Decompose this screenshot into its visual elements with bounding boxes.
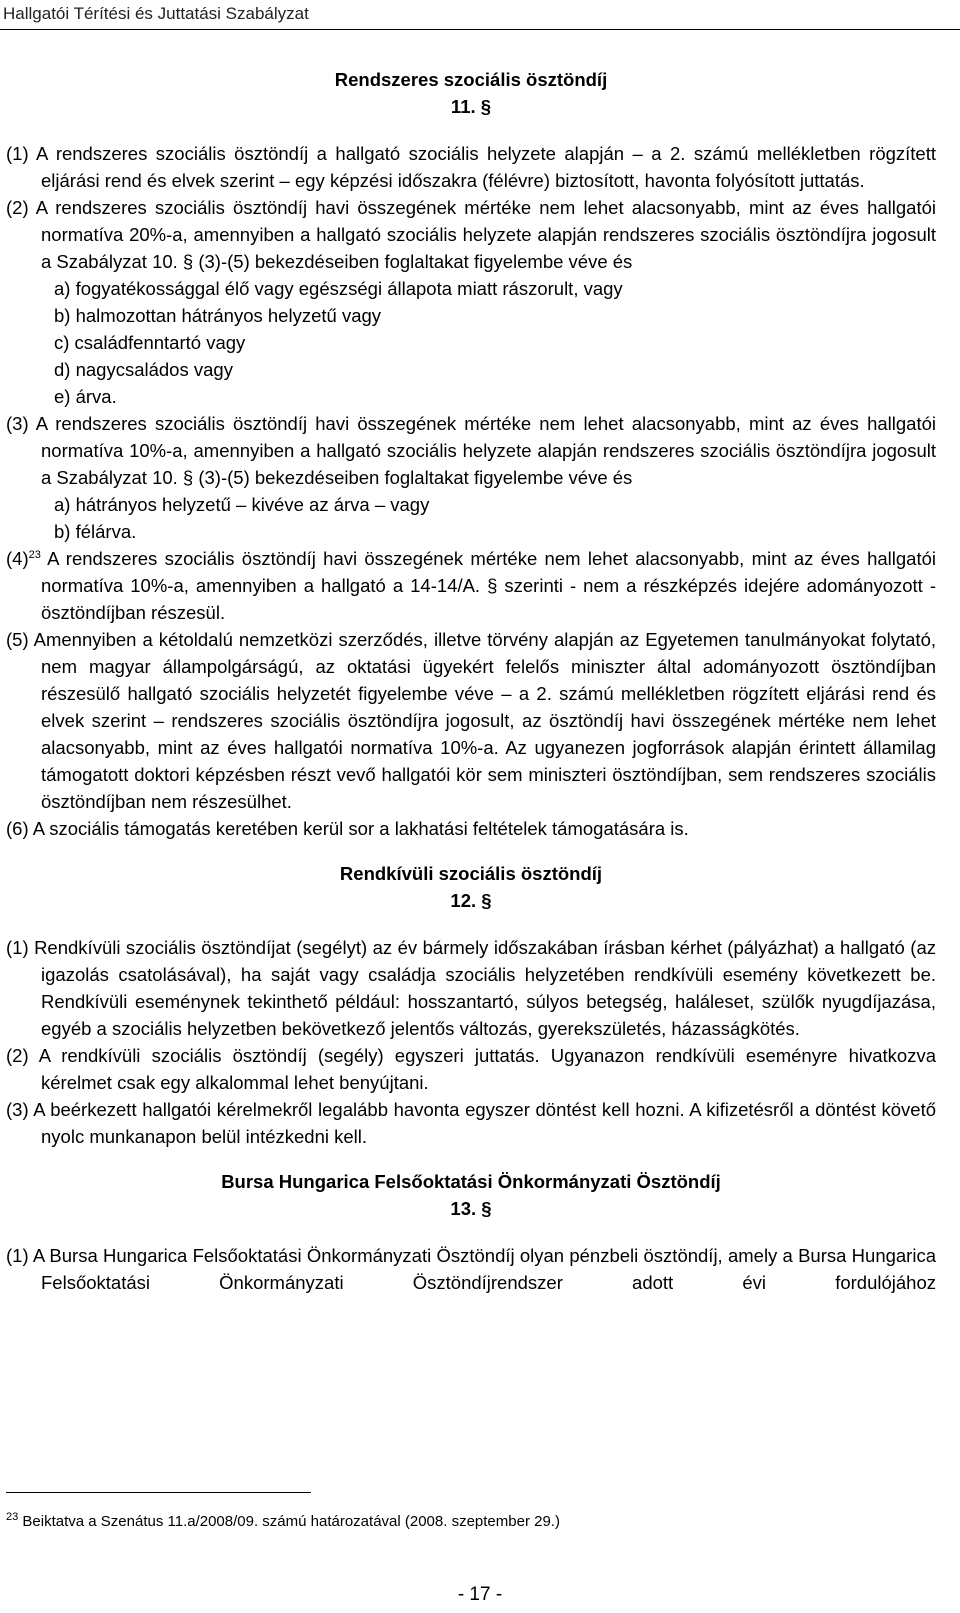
- s11-paragraph-3: (3) A rendszeres szociális ösztöndíj havi összegének mértéke nem lehet alacsonyabb, mint az éves hallgatói normatíva 10%-a, amennyiben a hallgató szociális helyzete alapján rendszeres szociális ösztöndíjra jogosult a Szabályzat 10. § (3)-(5) bekezdéseiben foglaltakat figyelembe véve és: [6, 413, 936, 488]
- paragraph-sign: §: [480, 96, 492, 117]
- s11-p2-item-d: d) nagycsaládos vagy: [54, 359, 233, 380]
- s11-p2-item-c: c) családfenntartó vagy: [54, 332, 246, 353]
- s11-paragraph-6: (6) A szociális támogatás keretében kerül sor a lakhatási feltételek támogatására is.: [6, 818, 689, 839]
- s11-paragraph-1: (1) A rendszeres szociális ösztöndíj a hallgató szociális helyzete alapján – a 2. számú mellékletben rögzített eljárási rend és elvek szerint – egy képzési időszakra (félévre) biztosított, havonta folyósított juttatás.: [6, 143, 936, 191]
- section-12-number: 12. §: [450, 890, 492, 911]
- section-13-title: Bursa Hungarica Felsőoktatási Önkormányzati Ösztöndíj: [221, 1171, 721, 1192]
- s12-paragraph-2: (2) A rendkívüli szociális ösztöndíj (segély) egyszeri juttatás. Ugyanazon rendkívüli eseményre hivatkozva kérelmet csak egy alkalommal lehet benyújtani.: [6, 1045, 936, 1093]
- section-11-number: [6, 93, 936, 120]
- page-body: [6, 66, 936, 1296]
- running-header: Hallgatói Térítési és Juttatási Szabályzat: [0, 0, 960, 30]
- s11-p2-item-a: a) fogyatékossággal élő vagy egészségi állapota miatt rászorult, vagy: [54, 278, 623, 299]
- footnote: [6, 1512, 560, 1532]
- footnote-divider: [6, 1492, 311, 1493]
- section-13-number: 13. §: [450, 1198, 492, 1219]
- s11-p4-label: (4): [6, 548, 29, 569]
- s13-paragraph-1: (1) A Bursa Hungarica Felsőoktatási Önkormányzati Ösztöndíj olyan pénzbeli ösztöndíj, amely a Bursa Hungarica Felsőoktatási Önkormányzati Ösztöndíjrendszer adott évi fordulójához: [6, 1245, 936, 1293]
- footnote-text: Beiktatva a Szenátus 11.a/2008/09. számú határozatával (2008. szeptember 29.): [18, 1513, 560, 1530]
- section-12-title: Rendkívüli szociális ösztöndíj: [339, 863, 603, 884]
- s11-p2-item-b: b) halmozottan hátrányos helyzetű vagy: [54, 305, 382, 326]
- footnote-ref: 23: [28, 548, 41, 561]
- page-number: - 17 -: [457, 1584, 503, 1605]
- s12-paragraph-1: (1) Rendkívüli szociális ösztöndíjat (segélyt) az év bármely időszakában írásban kérhet (pályázhat) a hallgató (az igazolás csatolásával), ha saját vagy családja szociális helyzetében rendkívüli esemény következett be. Rendkívüli eseménynek tekinthető például: hosszantartó, súlyos betegség, haláleset, szülők nyugdíjazása, egyéb a szociális helyzetben bekövetkező jelentős változás, gyerekszületés, házasságkötés.: [6, 937, 936, 1039]
- s11-paragraph-2: (2) A rendszeres szociális ösztöndíj havi összegének mértéke nem lehet alacsonyabb, mint az éves hallgatói normatíva 20%-a, amennyiben a hallgató szociális helyzete alapján rendszeres szociális ösztöndíjra jogosult a Szabályzat 10. § (3)-(5) bekezdéseiben foglaltakat figyelembe véve és: [6, 197, 936, 272]
- s11-paragraph-4: [6, 545, 936, 626]
- s11-p2-item-e: e) árva.: [54, 386, 117, 407]
- s11-p4-text: A rendszeres szociális ösztöndíj havi összegének mértéke nem lehet alacsonyabb, mint az éves hallgatói normatíva 10%-a, amennyiben a hallgató a 14-14/A. § szerinti - nem a részképzés idejére adományozott - ösztöndíjban részesül.: [40, 548, 936, 623]
- s11-p3-item-b: b) félárva.: [54, 521, 137, 542]
- s12-paragraph-3: (3) A beérkezett hallgatói kérelmekről legalább havonta egyszer döntést kell hozni. A kifizetésről a döntést követő nyolc munkanapon belül intézkedni kell.: [6, 1099, 936, 1147]
- section-11-number-text: 11.: [450, 96, 476, 117]
- section-11-title: Rendszeres szociális ösztöndíj: [334, 69, 608, 90]
- s11-p3-item-a: a) hátrányos helyzetű – kivéve az árva – vagy: [54, 494, 430, 515]
- footnote-number: 23: [6, 1511, 19, 1523]
- s11-paragraph-5: (5) Amennyiben a kétoldalú nemzetközi szerződés, illetve törvény alapján az Egyetemen tanulmányokat folytató, nem magyar állampolgárságú, az oktatási ügyekért felelős miniszter által adományozott ösztöndíjban részesülő hallgató szociális helyzetét figyelembe véve – a 2. számú mellékletben rögzített eljárási rend és elvek szerint – rendszeres szociális ösztöndíjra jogosult, az ösztöndíj havi összegének mértéke nem lehet alacsonyabb, mint az éves hallgatói normatíva 10%-a. Az ugyanezen jogforrások alapján érintett államilag támogatott doktori képzésben részt vevő hallgatói kör sem miniszteri ösztöndíjban, sem rendszeres szociális ösztöndíjban nem részesülhet.: [6, 629, 936, 812]
